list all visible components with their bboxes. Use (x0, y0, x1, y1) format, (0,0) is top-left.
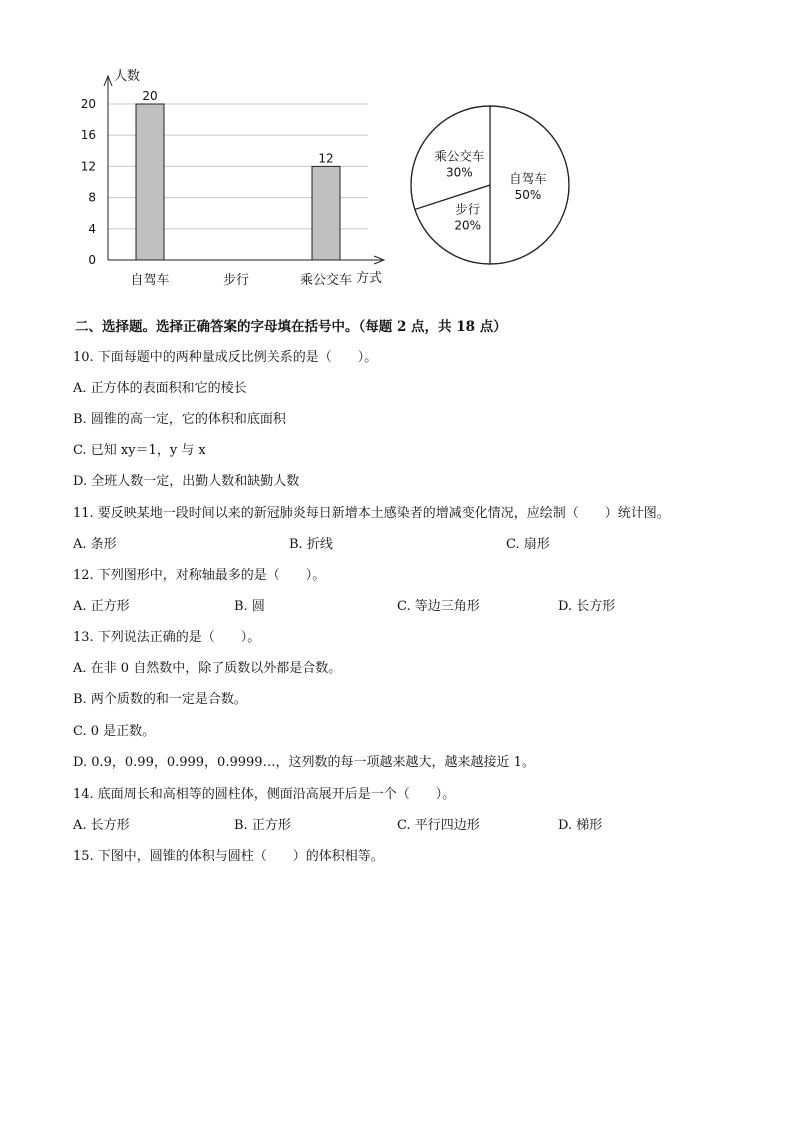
bar-ylabel: 人数 (114, 69, 141, 84)
question-10-option-d: D. 全班人数一定，出勤人数和缺勤人数 (73, 474, 300, 489)
question-13-option-b: B. 两个质数的和一定是合数。 (73, 692, 247, 707)
pie-slice-label: 乘公交车 (434, 148, 485, 164)
question-14-option-a: A. 长方形 (73, 818, 130, 833)
bar-category-label: 自驾车 (130, 273, 170, 288)
question-15-stem: 15. 下图中，圆锥的体积与圆柱（ ）的体积相等。 (73, 849, 384, 864)
question-14-option-d: D. 梯形 (558, 818, 603, 833)
pie-slice-percent: 50% (514, 188, 542, 202)
pie-slice-label: 自驾车 (509, 171, 547, 186)
bar-ytick-label: 20 (80, 97, 96, 111)
question-14-option-c: C. 平行四边形 (397, 818, 480, 833)
bar-ytick-label: 16 (80, 128, 96, 143)
pie-chart (400, 95, 590, 280)
question-12-option-c: C. 等边三角形 (397, 599, 480, 614)
question-13-option-d: D. 0.9，0.99，0.999，0.9999…，这列数的每一项越来越大，越来越接近 1。 (73, 755, 535, 770)
question-13-option-a: A. 在非 0 自然数中，除了质数以外都是合数。 (73, 661, 342, 676)
question-11-option-c: C. 扇形 (506, 537, 550, 552)
question-11-option-a: A. 条形 (73, 537, 117, 552)
bar-value-label: 20 (142, 89, 158, 103)
question-13-stem: 13. 下列说法正确的是（ ）。 (73, 630, 261, 645)
bar-ytick-label: 8 (88, 190, 96, 205)
bar-ytick-label: 4 (88, 221, 96, 236)
question-12-option-b: B. 圆 (234, 599, 265, 614)
question-10-option-a: A. 正方体的表面积和它的棱长 (73, 381, 247, 396)
question-12-stem: 12. 下列图形中，对称轴最多的是（ ）。 (73, 568, 326, 583)
bar-2 (312, 166, 340, 260)
question-14-stem: 14. 底面周长和高相等的圆柱体，侧面沿高展开后是一个（ ）。 (73, 787, 456, 802)
bar-0 (136, 104, 164, 260)
bar-value-label: 12 (318, 151, 334, 166)
bar-chart (60, 60, 400, 300)
question-10-stem: 10. 下面每题中的两种量成反比例关系的是（ ）。 (73, 350, 378, 365)
question-11-stem: 11. 要反映某地一段时间以来的新冠肺炎每日新增本土感染者的增减变化情况，应绘制（ ）统计图。 (73, 506, 670, 521)
bar-xlabel: 方式 (356, 271, 383, 286)
question-10-option-c: C. 已知 xy＝1，y 与 x (73, 443, 206, 458)
pie-slice-label: 步行 (455, 201, 481, 217)
question-13-option-c: C. 0 是正数。 (73, 724, 156, 739)
bar-ytick-label: 12 (80, 159, 96, 174)
question-12-option-a: A. 正方形 (73, 599, 130, 614)
question-12-option-d: D. 长方形 (558, 599, 616, 614)
pie-slice-percent: 30% (445, 165, 473, 180)
bar-ytick-label: 0 (88, 253, 96, 267)
bar-category-label: 乘公交车 (299, 273, 353, 288)
pie-slice-percent: 20% (454, 218, 482, 233)
question-14-option-b: B. 正方形 (234, 818, 291, 833)
question-10-option-b: B. 圆锥的高一定，它的体积和底面积 (73, 412, 286, 427)
bar-category-label: 步行 (222, 273, 250, 288)
section-heading: 二、选择题。选择正确答案的字母填在括号中。（每题 2 点，共 18 点） (75, 319, 507, 335)
question-11-option-b: B. 折线 (289, 537, 333, 552)
